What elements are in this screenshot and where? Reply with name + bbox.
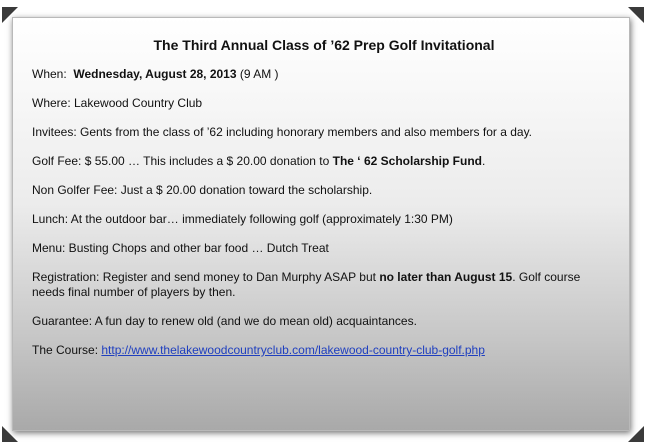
course-line [32, 343, 616, 358]
when-label: When: [32, 67, 67, 81]
golf-fee-line [32, 154, 616, 169]
when-time: (9 AM ) [239, 67, 279, 81]
menu-line: Menu: Busting Chops and other bar food … Dutch Treat [32, 241, 329, 255]
when-date: Wednesday, August 28, 2013 [73, 67, 237, 81]
registration-line [32, 270, 616, 300]
photo-corner-bottom-right [628, 426, 644, 442]
invitation-title: The Third Annual Class of ’62 Prep Golf Invitational [153, 37, 495, 53]
where-line: Where: Lakewood Country Club [32, 96, 203, 110]
guarantee-line: Guarantee: A fun day to renew old (and we do mean old) acquaintances. [32, 314, 417, 328]
invitees-line: Invitees: Gents from the class of ’62 including honorary members and also members for a day. [32, 125, 533, 139]
when-line [32, 67, 616, 82]
registration-deadline: no later than August 15 [379, 270, 513, 284]
registration-text: Registration: Register and send money to Dan Murphy ASAP but [32, 270, 380, 284]
content-layer [12, 17, 628, 429]
registration-end: . Golf course needs final number of players by then. [32, 270, 581, 299]
photo-corner-top-right [628, 7, 644, 23]
non-golfer-fee-line: Non Golfer Fee: Just a $ 20.00 donation toward the scholarship. [32, 183, 373, 197]
course-label: The Course: [32, 343, 102, 357]
invitation-content [32, 37, 616, 372]
scholarship-fund-name: The ‘ 62 Scholarship Fund [332, 154, 482, 168]
lunch-line: Lunch: At the outdoor bar… immediately following golf (approximately 1:30 PM) [32, 212, 453, 226]
golf-fee-end: . [482, 154, 486, 168]
course-link[interactable]: http://www.thelakewoodcountryclub.com/lakewood-country-club-golf.php [101, 343, 485, 357]
golf-fee-text: Golf Fee: $ 55.00 … This includes a $ 20.00 donation to [32, 154, 333, 168]
